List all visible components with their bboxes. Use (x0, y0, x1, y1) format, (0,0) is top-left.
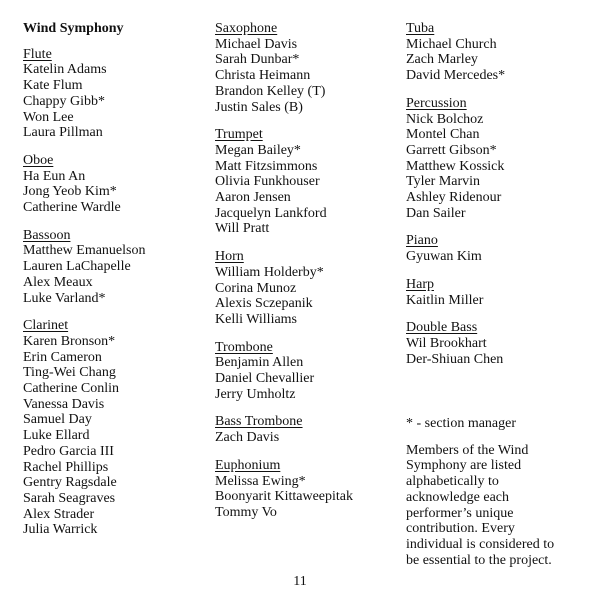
member-name: Aaron Jensen (215, 190, 291, 206)
member-name: Jacquelyn Lankford (215, 205, 327, 221)
member-name: Der-Shiuan Chen (406, 351, 504, 367)
member-name: Ha Eun An (23, 168, 86, 184)
notes (406, 416, 568, 568)
member-name: Erin Cameron (23, 349, 102, 365)
member-name: Wil Brookhart (406, 335, 487, 351)
section-heading: Harp (406, 276, 434, 292)
member-name: Ting-Wei Chang (23, 365, 116, 381)
section-heading: Flute (23, 46, 52, 62)
member-name: Won Lee (23, 109, 74, 125)
member-name: Will Pratt (215, 221, 270, 237)
member-name: Catherine Wardle (23, 200, 121, 216)
member-name: Jerry Umholtz (215, 386, 296, 402)
member-name: Alex Meaux (23, 274, 93, 290)
member-name: Melissa Ewing* (215, 473, 306, 489)
section-piano (406, 233, 505, 264)
member-name: Tyler Marvin (406, 174, 481, 190)
section-heading: Percussion (406, 95, 467, 111)
member-name: Rachel Phillips (23, 459, 109, 475)
member-name: Matthew Kossick (406, 158, 505, 174)
member-name: Michael Church (406, 36, 497, 52)
section-heading: Tuba (406, 21, 435, 36)
section-heading: Euphonium (215, 457, 281, 473)
member-name: Karen Bronson* (23, 333, 116, 349)
section-percussion (406, 96, 505, 222)
section-harp (406, 277, 505, 308)
member-name: David Mercedes* (406, 68, 506, 84)
member-name: Justin Sales (B) (215, 99, 303, 115)
section-heading: Piano (406, 233, 438, 249)
section-trumpet (215, 127, 353, 237)
roster-note: Members of the Wind Symphony are listed alphabetically to acknowledge each performer’s unique contribution. Every individual is considered to be essential to the project. (406, 442, 555, 568)
member-name: Alex Strader (23, 506, 95, 522)
member-name: Dan Sailer (406, 205, 466, 221)
member-name: Zach Davis (215, 430, 280, 446)
member-name: Megan Bailey* (215, 142, 301, 158)
member-name: Lauren LaChapelle (23, 259, 131, 275)
member-name: Montel Chan (406, 127, 480, 143)
member-name: Pedro Garcia III (23, 443, 114, 459)
section-oboe (23, 153, 145, 216)
member-name: Kate Flum (23, 78, 83, 94)
member-name: Kaitlin Miller (406, 292, 484, 308)
member-name: Michael Davis (215, 36, 298, 52)
member-name: Brandon Kelley (T) (215, 83, 326, 99)
page-number: 11 (293, 574, 307, 589)
member-name: Gyuwan Kim (406, 249, 482, 265)
member-name: Garrett Gibson* (406, 142, 497, 158)
section-heading: Oboe (23, 152, 54, 168)
member-name: Katelin Adams (23, 62, 107, 78)
member-name: Matt Fitzsimmons (215, 158, 318, 174)
member-name: Benjamin Allen (215, 355, 304, 371)
section-horn (215, 249, 353, 328)
member-name: Luke Varland* (23, 290, 106, 306)
member-name: Julia Warrick (23, 522, 98, 538)
member-name: Sarah Dunbar* (215, 52, 300, 68)
section-flute (23, 47, 145, 141)
member-name: Nick Bolchoz (406, 111, 484, 127)
column-1 (23, 21, 145, 550)
section-heading: Clarinet (23, 318, 69, 334)
member-name: Samuel Day (23, 412, 92, 428)
member-name: Sarah Seagraves (23, 490, 116, 506)
section-clarinet (23, 318, 145, 538)
column-2 (215, 21, 353, 533)
member-name: Corina Munoz (215, 280, 297, 296)
page-title: Wind Symphony (23, 21, 124, 36)
section-tuba (406, 21, 505, 84)
member-name: Gentry Ragsdale (23, 475, 117, 491)
section-double-bass (406, 320, 505, 367)
member-name: Catherine Conlin (23, 381, 120, 397)
section-heading: Bass Trombone (215, 414, 303, 430)
section-bass-trombone (215, 414, 353, 445)
section-heading: Saxophone (215, 21, 278, 36)
member-name: Christa Heimann (215, 68, 311, 84)
member-name: Daniel Chevallier (215, 371, 315, 387)
member-name: Luke Ellard (23, 428, 90, 444)
section-heading: Double Bass (406, 320, 478, 336)
member-name: Chappy Gibb* (23, 93, 106, 109)
member-name: Zach Marley (406, 52, 478, 68)
section-trombone (215, 340, 353, 403)
member-name: Tommy Vo (215, 504, 277, 520)
member-name: Kelli Williams (215, 311, 298, 327)
member-name: Jong Yeob Kim* (23, 184, 117, 200)
section-heading: Trombone (215, 339, 273, 355)
section-heading: Horn (215, 249, 244, 265)
member-name: Boonyarit Kittaweepitak (215, 489, 354, 505)
member-name: Ashley Ridenour (406, 190, 502, 206)
member-name: William Holderby* (215, 264, 324, 280)
member-name: Matthew Emanuelson (23, 243, 146, 259)
section-heading: Trumpet (215, 127, 263, 143)
section-heading: Bassoon (23, 227, 71, 243)
footnote: * - section manager (406, 416, 517, 431)
section-saxophone (215, 21, 353, 115)
member-name: Olivia Funkhouser (215, 174, 320, 190)
column-3 (406, 21, 505, 379)
section-euphonium (215, 458, 353, 521)
member-name: Vanessa Davis (23, 396, 105, 412)
member-name: Laura Pillman (23, 125, 103, 141)
member-name: Alexis Sczepanik (215, 296, 313, 312)
section-bassoon (23, 228, 145, 307)
